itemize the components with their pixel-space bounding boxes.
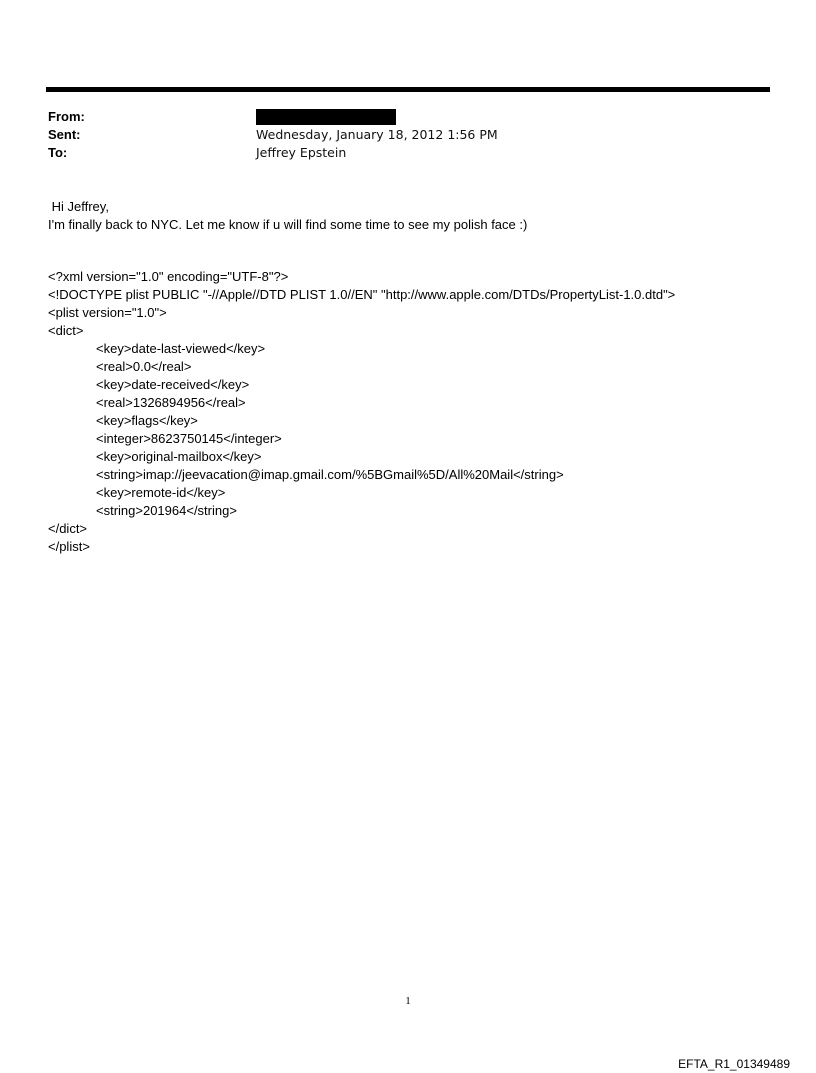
plist-line: <key>date-last-viewed</key> <box>96 341 266 356</box>
plist-line: <key>original-mailbox</key> <box>96 449 262 464</box>
plist-line: <key>remote-id</key> <box>96 485 226 500</box>
plist-line: <key>flags</key> <box>96 413 198 428</box>
plist-line: <!DOCTYPE plist PUBLIC "-//Apple//DTD PLIST 1.0//EN" "http://www.apple.com/DTDs/PropertyList-1.0.dtd"> <box>48 287 676 302</box>
plist-line: <integer>8623750145</integer> <box>96 431 282 446</box>
message-greeting: Hi Jeffrey, <box>48 199 109 214</box>
redaction-block <box>256 109 396 125</box>
to-label: To: <box>48 145 68 160</box>
bates-number: EFTA_R1_01349489 <box>678 1057 790 1071</box>
plist-line: <string>201964</string> <box>96 503 237 518</box>
plist-line: <real>1326894956</real> <box>96 395 246 410</box>
page-number: 1 <box>405 995 411 1007</box>
plist-line: <dict> <box>48 323 84 338</box>
plist-line: </dict> <box>48 521 88 536</box>
plist-line: <real>0.0</real> <box>96 359 192 374</box>
plist-line: <?xml version="1.0" encoding="UTF-8"?> <box>48 269 289 284</box>
to-value: Jeffrey Epstein <box>256 145 347 160</box>
plist-block <box>48 268 675 556</box>
plist-line: <plist version="1.0"> <box>48 305 167 320</box>
plist-line: </plist> <box>48 539 90 554</box>
message-body: I'm finally back to NYC. Let me know if u will find some time to see my polish face :) <box>48 217 528 232</box>
plist-line: <string>imap://jeevacation@imap.gmail.com/%5BGmail%5D/All%20Mail</string> <box>96 467 564 482</box>
sent-label: Sent: <box>48 127 81 142</box>
header-divider <box>46 87 770 92</box>
from-label: From: <box>48 109 85 124</box>
sent-value: Wednesday, January 18, 2012 1:56 PM <box>256 127 498 142</box>
plist-line: <key>date-received</key> <box>96 377 250 392</box>
